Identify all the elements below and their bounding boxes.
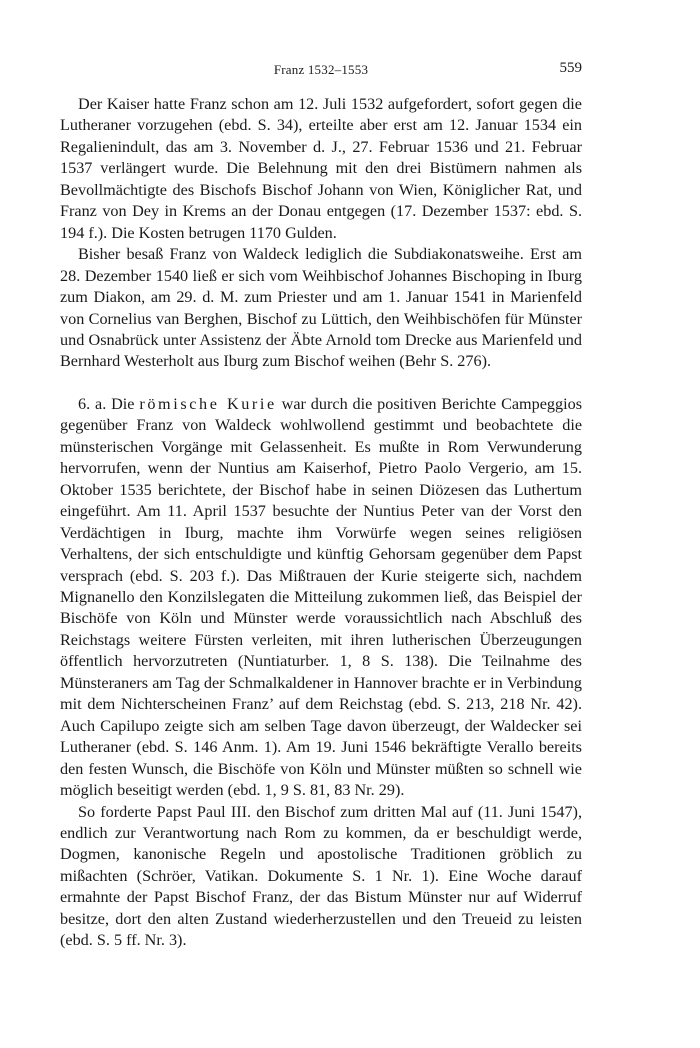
paragraph-bischofsweihe: Bisher besaß Franz von Waldeck lediglich die Subdiakonatsweihe. Erst am 28. Dezember 1540 ließ er sich vom Weihbischof Johannes Bischoping in Iburg zum Diakon, am 29. d. M. zum Priester und am 1. Januar 1541 in Marienfeld von Cornelius van Berghen, Bischof zu Lüttich, den Weihbischöfen für Münster und Osnabrück unter Assistenz der Äbte Arnold tom Drecke aus Marienfeld und Bernhard Westerholt aus Iburg zum Bischof weihen (Behr S. 276).: [60, 245, 582, 371]
book-page: [60, 60, 582, 952]
spaced-term: römische Kurie: [139, 394, 277, 413]
paragraph-papst-paul: So forderte Papst Paul III. den Bischof zum dritten Mal auf (11. Juni 1547), endlich zur Verantwortung nach Rom zu kommen, da er beschuldigt werde, Dogmen, kanonische Regeln und apostolische Traditionen gröblich zu mißachten (Schröer, Vatikan. Dokumente S. 1 Nr. 1). Eine Woche darauf ermahnte der Papst Bischof Franz, der das Bistum Münster nur auf Widerruf besitze, dort den alten Zustand wiederherzustellen und den Treueid zu leisten (ebd. S. 5 ff. Nr. 3).: [60, 802, 582, 950]
section-number: 6. a. Die: [78, 394, 140, 413]
running-header: [60, 60, 582, 84]
page-number: 559: [559, 60, 582, 76]
paragraph-roemische-kurie: [60, 394, 582, 802]
paragraph-body: war durch die positiven Berichte Campeggios gegenüber Franz von Waldeck wohlwollend gestimmt und beobachtete die münsterischen Vorgänge mit Gelassenheit. Es mußte in Rom Verwunderung hervorrufen, wenn der Nuntius am Kaiserhof, Pietro Paolo Vergerio, am 15. Oktober 1535 berichtete, der Bischof habe in seinen Diözesen das Luthertum eingeführt. Am 11. April 1537 besuchte der Nuntius Peter van der Vorst den Verdächtigen in Iburg, machte ihm Vorwürfe wegen seines religiösen Verhaltens, der sich entschuldigte und künftig Gehorsam gegenüber dem Papst versprach (ebd. S. 203 f.). Das Mißtrauen der Kurie steigerte sich, nachdem Mignanello den Konzilslegaten die Mitteilung zukommen ließ, das Beispiel der Bischöfe von Köln und Münster werde voraussichtlich nach Abschluß des Reichstags weitere Fürsten verleiten, mit ihren lutherischen Überzeugungen öffentlich hervorzutreten (Nuntiaturber. 1, 8 S. 138). Die Teilnahme des Münsteraners am Tag der Schmalkaldener in Hannover brachte er in Verbindung mit dem Nichterscheinen Franz’ auf dem Reichstag (ebd. S. 213, 218 Nr. 42). Auch Capilupo zeigte sich am selben Tage davon überzeugt, der Waldecker sei Lutheraner (ebd. S. 146 Anm. 1). Am 19. Juni 1546 bekräftigte Verallo bereits den festen Wunsch, die Bischöfe von Köln und Münster müßten so schnell wie möglich beseitigt werden (ebd. 1, 9 S. 81, 83 Nr. 29).: [60, 394, 583, 800]
running-title: Franz 1532–1553: [273, 62, 369, 77]
paragraph-regalienindult: Der Kaiser hatte Franz schon am 12. Juli 1532 aufgefordert, sofort gegen die Lutheraner vorzugehen (ebd. S. 34), erteilte aber erst am 12. Januar 1534 ein Regalienindult, das am 3. November d. J., 27. Februar 1536 und 21. Februar 1537 verlängert wurde. Die Belehnung mit den drei Bistümern nahmen als Bevollmächtigte des Bischofs Bischof Johann von Wien, Königlicher Rat, und Franz von Dey in Krems an der Donau entgegen (17. Dezember 1537: ebd. S. 194 f.). Die Kosten betrugen 1170 Gulden.: [60, 95, 582, 242]
